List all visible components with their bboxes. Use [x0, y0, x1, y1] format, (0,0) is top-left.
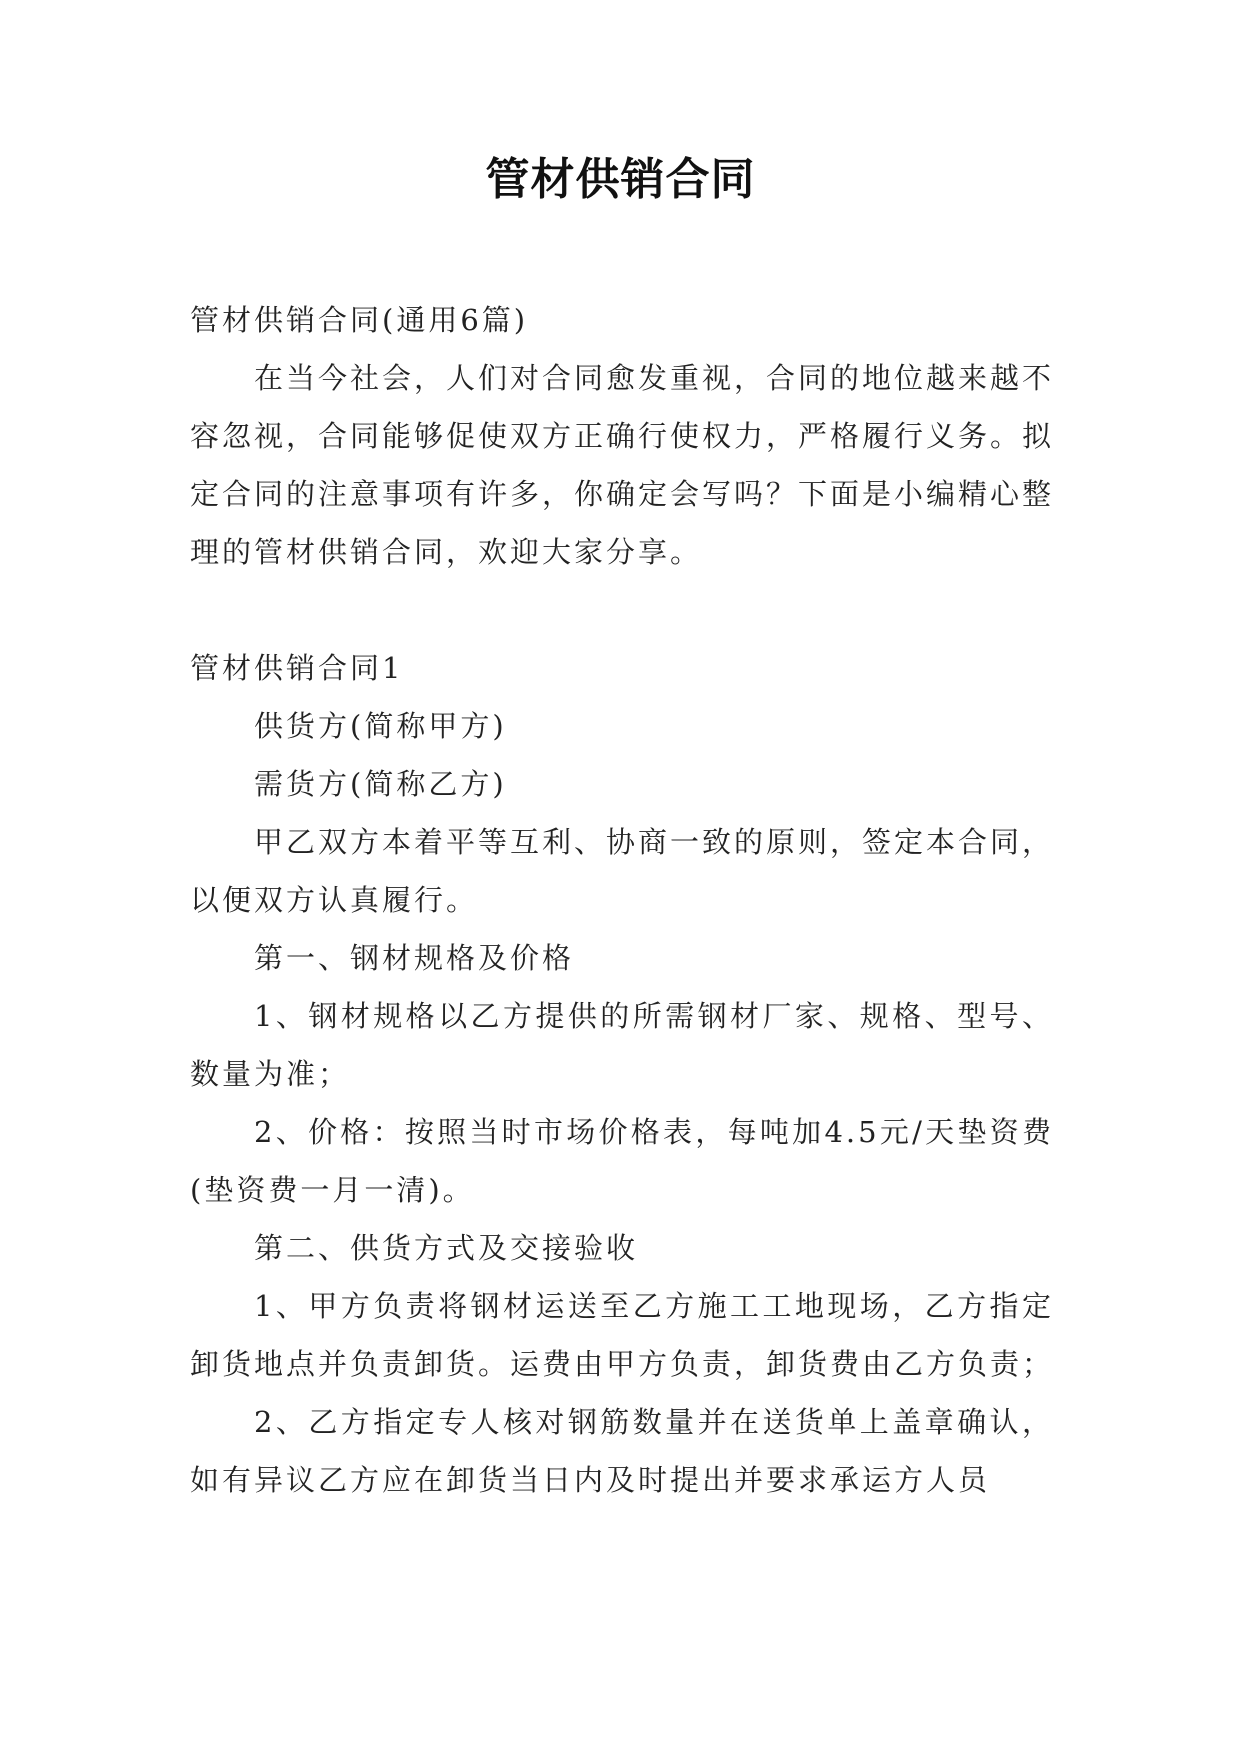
supplier-line: 供货方(简称甲方) [254, 709, 507, 743]
section-spacer [190, 581, 1054, 639]
document-subtitle: 管材供销合同(通用6篇) [190, 303, 529, 337]
document-title: 管材供销合同 [485, 154, 756, 205]
article-2-clause-2: 2、乙方指定专人核对钢筋数量并在送货单上盖章确认，如有异议乙方应在卸货当日内及时提出并要求承运方人员 [190, 1405, 1054, 1497]
buyer-line: 需货方(简称乙方) [254, 767, 507, 801]
article-1-heading: 第一、钢材规格及价格 [254, 941, 575, 975]
article-2-clause-1: 1、甲方负责将钢材运送至乙方施工工地现场，乙方指定卸货地点并负责卸货。运费由甲方负责，卸货费由乙方负责； [190, 1289, 1055, 1381]
intro-paragraph: 在当今社会，人们对合同愈发重视，合同的地位越来越不容忽视，合同能够促使双方正确行使权力，严格履行义务。拟定合同的注意事项有许多，你确定会写吗？下面是小编精心整理的管材供销合同，欢迎大家分享。 [190, 361, 1055, 569]
document-body [190, 291, 1054, 1509]
article-1-clause-1: 1、钢材规格以乙方提供的所需钢材厂家、规格、型号、数量为准； [190, 999, 1054, 1091]
section-title: 管材供销合同1 [190, 651, 404, 685]
article-2-heading: 第二、供货方式及交接验收 [254, 1231, 639, 1265]
article-1-clause-2: 2、价格：按照当时市场价格表，每吨加4.5元/天垫资费(垫资费一月一清)。 [190, 1115, 1054, 1207]
principle-paragraph: 甲乙双方本着平等互利、协商一致的原则，签定本合同，以便双方认真履行。 [190, 825, 1055, 917]
